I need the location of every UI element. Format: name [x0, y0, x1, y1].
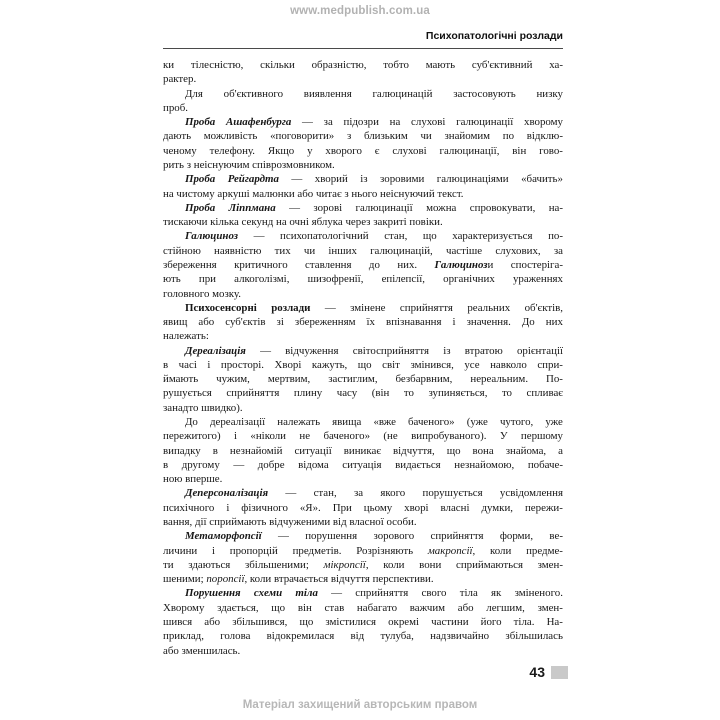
body-paragraph — [163, 87, 563, 116]
text-line: До дереалізації належать явища «вже баченого» (уже чутого, уже — [185, 416, 563, 429]
text-line: ймають чужим, мертвим, застиглим, безбарвним, нереальним. По- — [163, 373, 563, 386]
body-text-column — [163, 58, 563, 658]
text-line: шеними; поропсії, коли втрачається відчуття перспективи. — [163, 573, 434, 586]
text-line: личини і пропорцій предметів. Розрізняють макропсії, коли предме- — [163, 544, 563, 557]
text-line: збереження критичного ставлення до них. Галюцинози спостеріга- — [163, 258, 563, 271]
site-url-watermark: www.medpublish.com.ua — [290, 5, 430, 17]
text-line: Метаморфопсії — порушення зорового сприйняття форми, ве- — [185, 530, 563, 543]
body-paragraph — [163, 529, 563, 586]
text-line: ки тілесністю, скільки образністю, тобто мають суб'єктивний ха- — [163, 59, 563, 71]
copyright-notice: Матеріал захищений авторським правом — [242, 699, 478, 711]
text-line: проб. — [163, 101, 188, 114]
text-line: Хворому здається, що він став набагато важчим або легшим, змен- — [163, 601, 563, 614]
body-paragraph — [163, 172, 563, 201]
text-line: Проба Ашафенбурга — за підозри на слухові галюцинації хворому — [185, 116, 563, 129]
text-line: Порушення схеми тіла — сприйняття свого тіла як зміненого. — [185, 587, 563, 600]
text-line: ють при алкоголізмі, шизофренії, епілепсії, органічних ураженнях — [163, 273, 563, 286]
text-line: рушується сприйняття плину часу (він то зупиняється, то спливає — [163, 387, 563, 400]
running-head-title: Психопатологічні розлади — [425, 30, 563, 42]
text-line: ченому телефону. Якщо у хворого є слухові галюцинації, він гово- — [163, 144, 563, 157]
text-line: Психосенсорні розлади — змінене сприйняття реальних об'єктів, — [185, 301, 563, 314]
text-line: рактер. — [163, 73, 197, 86]
body-paragraph — [163, 301, 563, 344]
body-paragraph — [163, 415, 563, 486]
text-line: ною вперше. — [163, 473, 223, 486]
body-paragraph — [163, 344, 563, 415]
body-paragraph — [163, 486, 563, 529]
body-paragraph — [163, 201, 563, 230]
text-line: шився або збільшився, що змістилися окремі частини його тіла. На- — [163, 615, 563, 628]
text-line: в другому — добре відома ситуація видається незнайомою, побаче- — [163, 458, 563, 471]
text-line: стійною наявністю тих чи інших галюцинацій, частіше слухових, за — [163, 244, 563, 257]
text-line: дають можливість «поговорити» з близьким чи знайомим по відклю- — [163, 130, 563, 143]
header-divider-rule — [163, 48, 563, 49]
text-line: або зменшилась. — [163, 644, 241, 657]
page-number-marker-square — [551, 666, 568, 679]
text-line: належать: — [163, 330, 209, 343]
text-line: Галюциноз — психопатологічний стан, що характеризується по- — [185, 230, 563, 243]
page-number: 43 — [529, 664, 545, 680]
text-line: явищ або суб'єктів зі збереженням їх впізнавання і значення. До них — [163, 316, 563, 329]
text-line: рить з неіснуючим співрозмовником. — [163, 158, 335, 171]
text-line: Деперсоналізація — стан, за якого порушується усвідомлення — [185, 487, 563, 500]
text-line: Для об'єктивного виявлення галюцинацій застосовують низку — [185, 87, 563, 100]
text-line: психічного і фізичного «Я». При цьому хворі власні думки, пережи- — [163, 501, 563, 514]
text-line: приклад, голова відокремилася від тулуба, надзвичайно збільшилась — [163, 630, 563, 643]
text-line: пережитого) і «ніколи не баченого» (не випробуваного). У першому — [163, 430, 563, 443]
body-paragraph — [163, 58, 563, 87]
text-line: Проба Ліппмана — зорові галюцинації можна спровокувати, на- — [185, 201, 563, 214]
body-paragraph — [163, 586, 563, 657]
body-paragraph — [163, 115, 563, 172]
text-line: Дереалізація — відчуження світосприйняття із втратою орієнтації — [185, 344, 563, 357]
text-line: тискаючи кілька секунд на очні яблука через закриті повіки. — [163, 216, 443, 229]
text-line: головного мозку. — [163, 287, 242, 300]
text-line: вання, дії сприймають відчуженими від власної особи. — [163, 516, 417, 528]
text-line: випадку в незнайомій ситуації виникає відчуття, що вона знайома, а — [163, 444, 563, 457]
body-paragraph — [163, 229, 563, 300]
text-line: Проба Рейгардта — хворий із зоровими галюцинаціями «бачить» — [185, 173, 563, 186]
text-line: на чистому аркуші малюнки або читає з нього неіснуючий текст. — [163, 187, 464, 200]
text-line: ти здаються збільшеними; мікропсії, коли вони сприймаються змен- — [163, 558, 563, 571]
text-line: в часі і просторі. Хворі кажуть, що світ змінився, усе навколо спри- — [163, 358, 563, 371]
text-line: занадто швидко). — [163, 401, 243, 414]
